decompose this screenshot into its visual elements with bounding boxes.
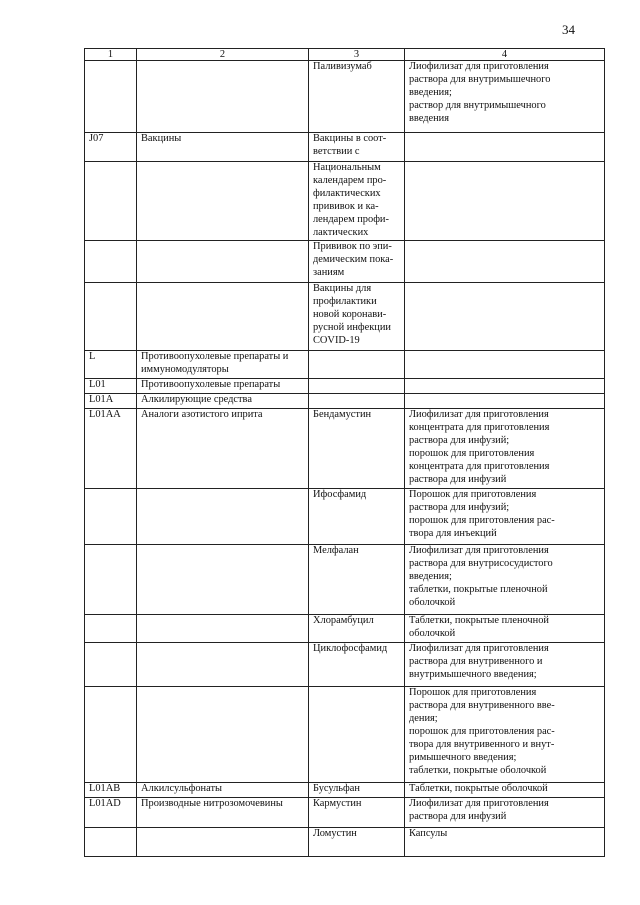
group-name [137, 162, 309, 241]
drug-name: Ифосфамид [309, 489, 405, 545]
group-name: Противоопухолевые препараты [137, 379, 309, 394]
dosage-form [405, 351, 605, 379]
drug-name: Паливизумаб [309, 61, 405, 133]
drug-name [309, 394, 405, 409]
drug-name: Национальным календарем про- филактических прививок и ка- лендарем профи- лактических [309, 162, 405, 241]
dosage-form [405, 379, 605, 394]
dosage-form: Порошок для приготовления раствора для внутривенного вве- дения; порошок для приготовления рас- твора для внутривенного и внут- римышечного введения; таблетки, покрытые оболочкой [405, 687, 605, 783]
table-row [85, 61, 605, 133]
atc-code [85, 828, 137, 857]
group-name: Вакцины [137, 133, 309, 162]
atc-code: J07 [85, 133, 137, 162]
atc-code [85, 489, 137, 545]
group-name: Аналоги азотистого иприта [137, 409, 309, 489]
drug-name: Вакцины в соот- ветствии с [309, 133, 405, 162]
atc-code [85, 241, 137, 283]
group-name: Производные нитрозомочевины [137, 798, 309, 828]
group-name: Алкилирующие средства [137, 394, 309, 409]
dosage-form [405, 162, 605, 241]
atc-code: L01AA [85, 409, 137, 489]
group-name [137, 687, 309, 783]
drug-name: Бусульфан [309, 783, 405, 798]
drug-table [84, 48, 605, 857]
dosage-form: Таблетки, покрытые пленочной оболочкой [405, 615, 605, 643]
table-row [85, 283, 605, 351]
table-row [85, 162, 605, 241]
dosage-form: Таблетки, покрытые оболочкой [405, 783, 605, 798]
column-number: 3 [309, 49, 405, 61]
atc-code [85, 615, 137, 643]
drug-name: Циклофосфамид [309, 643, 405, 687]
drug-name: Прививок по эпи- демическим пока- заниям [309, 241, 405, 283]
dosage-form: Капсулы [405, 828, 605, 857]
page-number: 34 [562, 22, 575, 37]
table-row [85, 687, 605, 783]
group-name: Противоопухолевые препараты и иммуномодуляторы [137, 351, 309, 379]
table-row [85, 798, 605, 828]
table-row [85, 783, 605, 798]
column-number: 4 [405, 49, 605, 61]
dosage-form [405, 241, 605, 283]
dosage-form: Лиофилизат для приготовления раствора для внутрисосудистого введения; таблетки, покрытые пленочной оболочкой [405, 545, 605, 615]
atc-code: L01A [85, 394, 137, 409]
group-name [137, 283, 309, 351]
atc-code [85, 61, 137, 133]
dosage-form: Лиофилизат для приготовления раствора для инфузий [405, 798, 605, 828]
group-name: Алкилсульфонаты [137, 783, 309, 798]
table-row [85, 545, 605, 615]
atc-code: L01AB [85, 783, 137, 798]
drug-name: Кармустин [309, 798, 405, 828]
table-row [85, 133, 605, 162]
column-number: 1 [85, 49, 137, 61]
group-name [137, 61, 309, 133]
dosage-form: Лиофилизат для приготовления раствора для внутримышечного введения; раствор для внутримышечного введения [405, 61, 605, 133]
drug-name: Ломустин [309, 828, 405, 857]
table-row [85, 409, 605, 489]
group-name [137, 241, 309, 283]
dosage-form [405, 283, 605, 351]
table-row [85, 615, 605, 643]
group-name [137, 615, 309, 643]
table-header-row [85, 49, 605, 61]
atc-code: L01 [85, 379, 137, 394]
drug-name [309, 687, 405, 783]
atc-code [85, 545, 137, 615]
drug-name [309, 351, 405, 379]
drug-name: Мелфалан [309, 545, 405, 615]
dosage-form [405, 394, 605, 409]
dosage-form: Лиофилизат для приготовления раствора для внутривенного и внутримышечного введения; [405, 643, 605, 687]
table-row [85, 241, 605, 283]
drug-name: Бендамустин [309, 409, 405, 489]
atc-code [85, 643, 137, 687]
drug-name: Вакцины для профилактики новой коронави- русной инфекции COVID-19 [309, 283, 405, 351]
atc-code [85, 283, 137, 351]
table-row [85, 394, 605, 409]
group-name [137, 643, 309, 687]
table-row [85, 489, 605, 545]
table-row [85, 643, 605, 687]
group-name [137, 545, 309, 615]
dosage-form: Лиофилизат для приготовления концентрата для приготовления раствора для инфузий; порошок для приготовления концентрата для приготовления раствора для инфузий [405, 409, 605, 489]
drug-name: Хлорамбуцил [309, 615, 405, 643]
atc-code [85, 687, 137, 783]
table-row [85, 351, 605, 379]
group-name [137, 828, 309, 857]
atc-code: L [85, 351, 137, 379]
dosage-form: Порошок для приготовления раствора для инфузий; порошок для приготовления рас- твора для инъекций [405, 489, 605, 545]
table-row [85, 379, 605, 394]
drug-name [309, 379, 405, 394]
atc-code: L01AD [85, 798, 137, 828]
atc-code [85, 162, 137, 241]
table-row [85, 828, 605, 857]
dosage-form [405, 133, 605, 162]
group-name [137, 489, 309, 545]
column-number: 2 [137, 49, 309, 61]
